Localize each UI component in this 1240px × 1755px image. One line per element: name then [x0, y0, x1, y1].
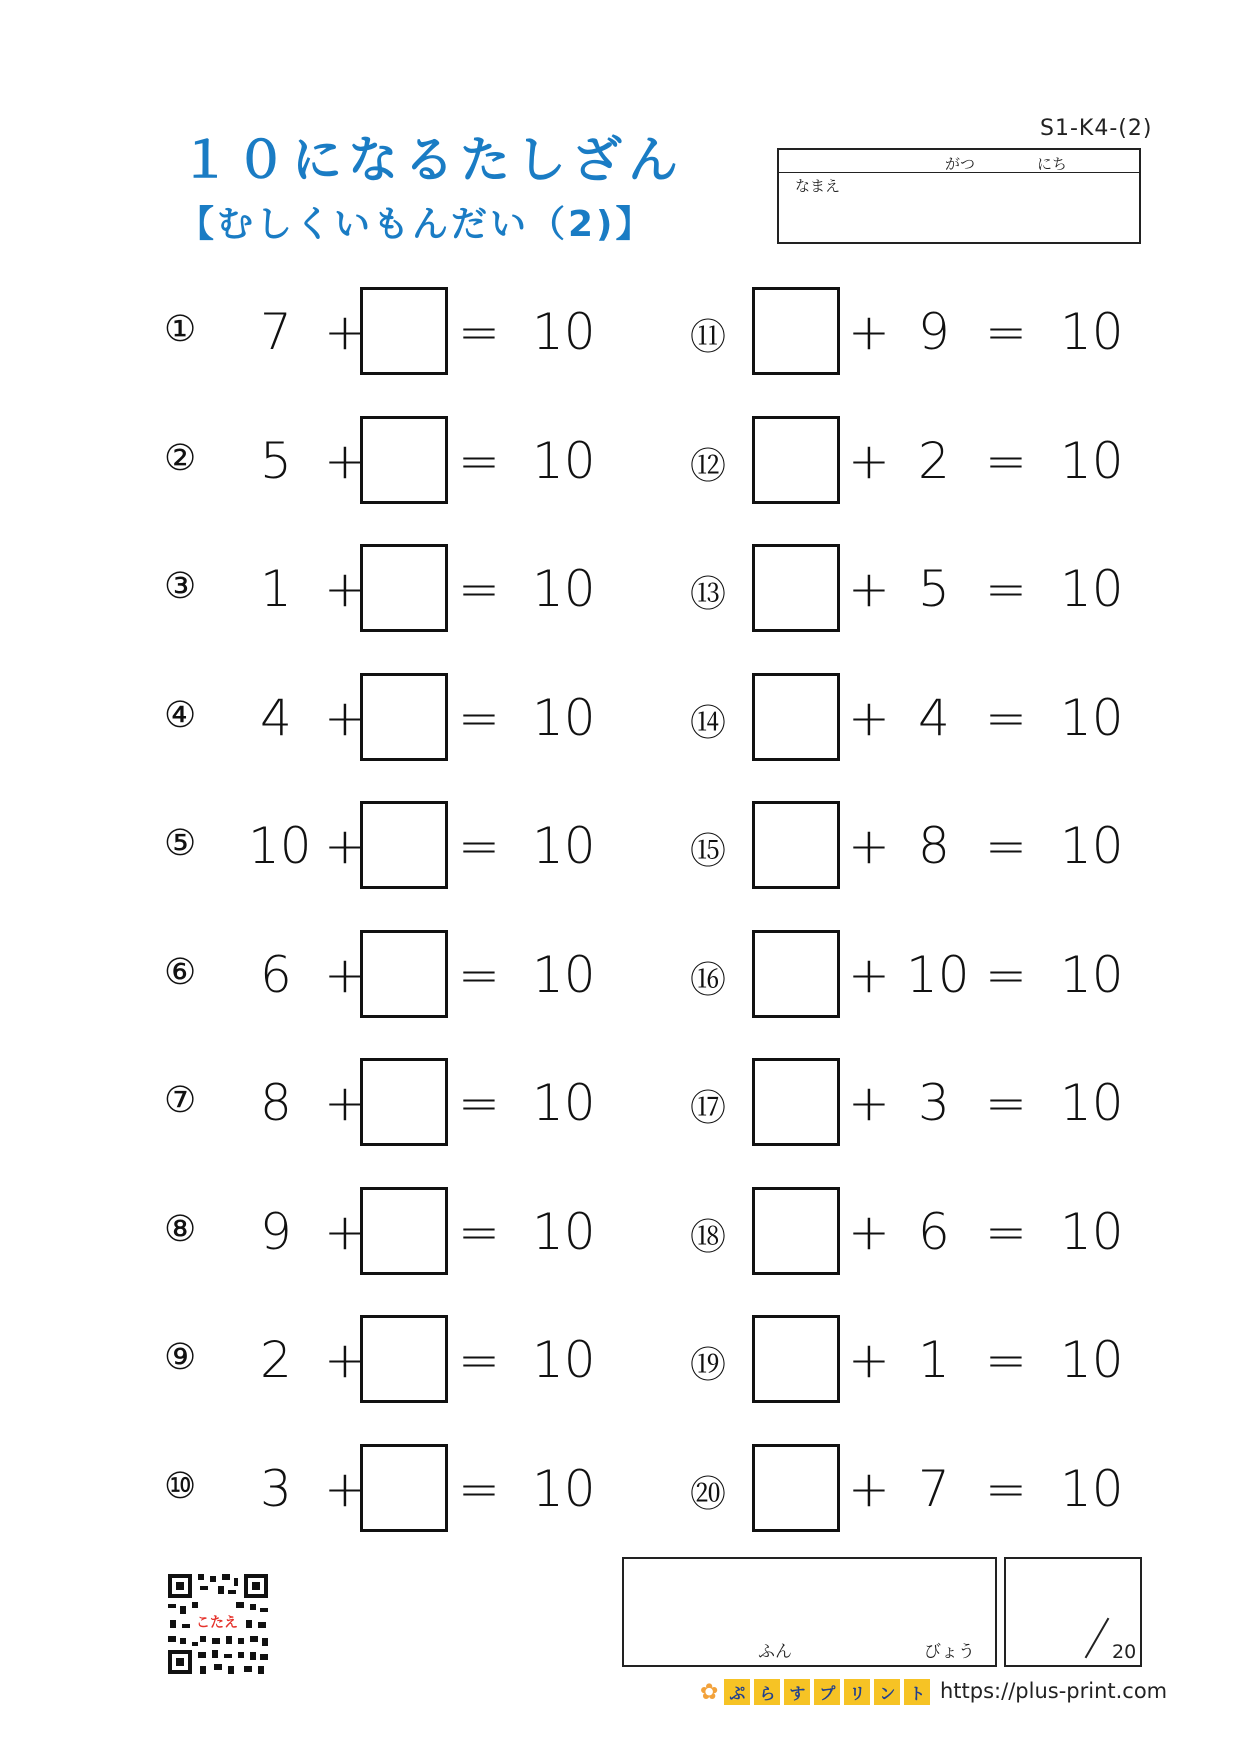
problem-row	[160, 797, 660, 893]
equals-sign: =	[985, 945, 1027, 1004]
answer-box[interactable]	[360, 544, 448, 632]
plus-sign: +	[324, 1074, 366, 1132]
name-label: なまえ	[795, 177, 841, 195]
addend: 1	[918, 1331, 950, 1389]
answer-box[interactable]	[752, 544, 840, 632]
score-box[interactable]	[1004, 1557, 1142, 1667]
problem-number: ⑮	[690, 831, 727, 872]
problem-number: ⑩	[164, 1465, 197, 1507]
answer-box[interactable]	[360, 1315, 448, 1403]
plus-sign: +	[324, 303, 366, 361]
plus-sign: +	[324, 945, 366, 1004]
equals-sign: =	[985, 560, 1027, 618]
answer-box[interactable]	[360, 801, 448, 889]
addend: 8	[260, 1074, 292, 1132]
equals-sign: =	[985, 431, 1027, 490]
seconds-label: びょう	[924, 1642, 975, 1662]
equals-sign: =	[458, 1459, 500, 1518]
plus-sign: +	[324, 1459, 366, 1518]
answer-box[interactable]	[752, 1058, 840, 1146]
addend: 10	[248, 817, 312, 875]
plus-sign: +	[848, 431, 890, 490]
answer-box[interactable]	[752, 673, 840, 761]
addend: 5	[918, 560, 950, 618]
result: 10	[532, 1331, 596, 1389]
answer-box[interactable]	[752, 1315, 840, 1403]
problem-row	[160, 1440, 660, 1536]
plus-sign: +	[848, 303, 890, 361]
answer-box[interactable]	[752, 287, 840, 375]
time-box[interactable]	[622, 1557, 997, 1667]
answer-box[interactable]	[360, 1187, 448, 1275]
problem-row	[690, 283, 1190, 379]
addend: 8	[918, 817, 950, 875]
score-slash	[1085, 1618, 1110, 1659]
brand-char: ら	[754, 1679, 780, 1705]
answer-box[interactable]	[752, 1444, 840, 1532]
problem-number: ③	[164, 566, 197, 607]
answer-box[interactable]	[752, 416, 840, 504]
page-title: １０になるたしざん	[180, 131, 684, 189]
addend: 9	[918, 303, 950, 361]
answer-box[interactable]	[360, 673, 448, 761]
worksheet-code: S1-K4-(2)	[1040, 116, 1153, 141]
result: 10	[532, 303, 596, 361]
result: 10	[1060, 688, 1124, 747]
addend: 7	[918, 1459, 950, 1518]
problem-number: ⑤	[164, 823, 197, 864]
problem-row	[160, 412, 660, 508]
problem-number: ⑪	[690, 317, 727, 358]
problem-row	[160, 926, 660, 1022]
addend: 9	[260, 1202, 292, 1261]
equals-sign: =	[985, 1331, 1027, 1389]
brand-char: プ	[814, 1679, 840, 1705]
plus-sign: +	[324, 560, 366, 618]
problem-number: ⑬	[690, 574, 727, 615]
problem-number: ⑲	[690, 1345, 727, 1386]
equals-sign: =	[985, 303, 1027, 361]
result: 10	[532, 431, 596, 490]
equals-sign: =	[458, 817, 500, 875]
addend: 10	[906, 945, 970, 1004]
result: 10	[532, 1459, 596, 1518]
plus-sign: +	[848, 817, 890, 875]
equals-sign: =	[458, 1074, 500, 1132]
minutes-label: ふん	[758, 1642, 792, 1662]
problem-number: ⑰	[690, 1088, 727, 1129]
result: 10	[532, 688, 596, 747]
answer-box[interactable]	[360, 287, 448, 375]
problem-number: ②	[164, 437, 197, 479]
problem-number: ⑳	[690, 1473, 727, 1515]
addend: 3	[918, 1074, 950, 1132]
answer-box[interactable]	[360, 1058, 448, 1146]
brand-char: ト	[904, 1679, 930, 1705]
result: 10	[532, 945, 596, 1004]
result: 10	[1060, 1459, 1124, 1518]
problem-number: ①	[164, 309, 197, 350]
problem-row	[160, 1311, 660, 1407]
plus-sign: +	[324, 688, 366, 747]
problem-row	[690, 669, 1190, 765]
equals-sign: =	[985, 817, 1027, 875]
result: 10	[1060, 1202, 1124, 1261]
result: 10	[1060, 303, 1124, 361]
addend: 2	[260, 1331, 292, 1389]
result: 10	[1060, 817, 1124, 875]
answer-box[interactable]	[752, 930, 840, 1018]
equals-sign: =	[985, 1202, 1027, 1261]
problem-number: ④	[164, 694, 197, 736]
answer-box[interactable]	[360, 930, 448, 1018]
plus-sign: +	[848, 945, 890, 1004]
plus-sign: +	[324, 1331, 366, 1389]
answer-box[interactable]	[360, 416, 448, 504]
equals-sign: =	[458, 1202, 500, 1261]
plus-sign: +	[324, 1202, 366, 1261]
equals-sign: =	[458, 1331, 500, 1389]
brand-mascot-icon: ✿	[700, 1679, 719, 1705]
problem-row	[690, 1311, 1190, 1407]
brand-char: ン	[874, 1679, 900, 1705]
equals-sign: =	[458, 560, 500, 618]
result: 10	[1060, 1331, 1124, 1389]
plus-sign: +	[848, 1202, 890, 1261]
answer-box[interactable]	[752, 801, 840, 889]
brand-char: す	[784, 1679, 810, 1705]
equals-sign: =	[458, 688, 500, 747]
addend: 5	[260, 431, 292, 490]
answer-box[interactable]	[360, 1444, 448, 1532]
equals-sign: =	[458, 431, 500, 490]
problem-number: ⑧	[164, 1208, 197, 1250]
result: 10	[532, 1074, 596, 1132]
addend: 4	[918, 688, 950, 747]
problem-number: ⑱	[690, 1216, 727, 1258]
problem-row	[690, 1183, 1190, 1279]
result: 10	[532, 560, 596, 618]
plus-sign: +	[848, 1074, 890, 1132]
result: 10	[532, 817, 596, 875]
equals-sign: =	[458, 945, 500, 1004]
answer-label: こたえ	[194, 1612, 240, 1632]
problem-row	[160, 540, 660, 636]
problem-row	[160, 283, 660, 379]
equals-sign: =	[985, 1459, 1027, 1518]
plus-sign: +	[848, 688, 890, 747]
plus-sign: +	[324, 431, 366, 490]
plus-sign: +	[848, 1331, 890, 1389]
equals-sign: =	[985, 1074, 1027, 1132]
addend: 4	[260, 688, 292, 747]
page-subtitle: 【むしくいもんだい（2)】	[178, 204, 655, 245]
plus-sign: +	[848, 1459, 890, 1518]
score-total: 20	[1112, 1641, 1137, 1663]
problem-row	[690, 797, 1190, 893]
day-label: にち	[1037, 155, 1068, 173]
plus-sign: +	[848, 560, 890, 618]
result: 10	[1060, 560, 1124, 618]
addend: 6	[260, 945, 292, 1004]
problem-row	[160, 1183, 660, 1279]
problem-row	[690, 412, 1190, 508]
brand-char: ぷ	[724, 1679, 750, 1705]
result: 10	[1060, 945, 1124, 1004]
problem-row	[690, 1440, 1190, 1536]
addend: 1	[260, 560, 292, 618]
result: 10	[1060, 431, 1124, 490]
addend: 7	[260, 303, 292, 361]
addend: 3	[260, 1459, 292, 1518]
answer-box[interactable]	[752, 1187, 840, 1275]
problem-row	[690, 926, 1190, 1022]
brand-logo	[700, 1677, 934, 1707]
website-url[interactable]: https://plus-print.com	[940, 1679, 1168, 1703]
problem-number: ⑯	[690, 959, 727, 1001]
brand-char: リ	[844, 1679, 870, 1705]
plus-sign: +	[324, 817, 366, 875]
problem-number: ⑦	[164, 1080, 197, 1121]
problem-row	[160, 1054, 660, 1150]
problem-row	[160, 669, 660, 765]
addend: 2	[918, 431, 950, 490]
problem-row	[690, 1054, 1190, 1150]
month-label: がつ	[945, 155, 976, 173]
equals-sign: =	[458, 303, 500, 361]
name-date-box[interactable]	[777, 148, 1141, 244]
addend: 6	[918, 1202, 950, 1261]
result: 10	[1060, 1074, 1124, 1132]
result: 10	[532, 1202, 596, 1261]
problem-row	[690, 540, 1190, 636]
problem-number: ⑫	[690, 445, 727, 487]
equals-sign: =	[985, 688, 1027, 747]
problem-number: ⑭	[690, 702, 727, 744]
problem-number: ⑨	[164, 1337, 197, 1378]
problem-number: ⑥	[164, 951, 197, 993]
